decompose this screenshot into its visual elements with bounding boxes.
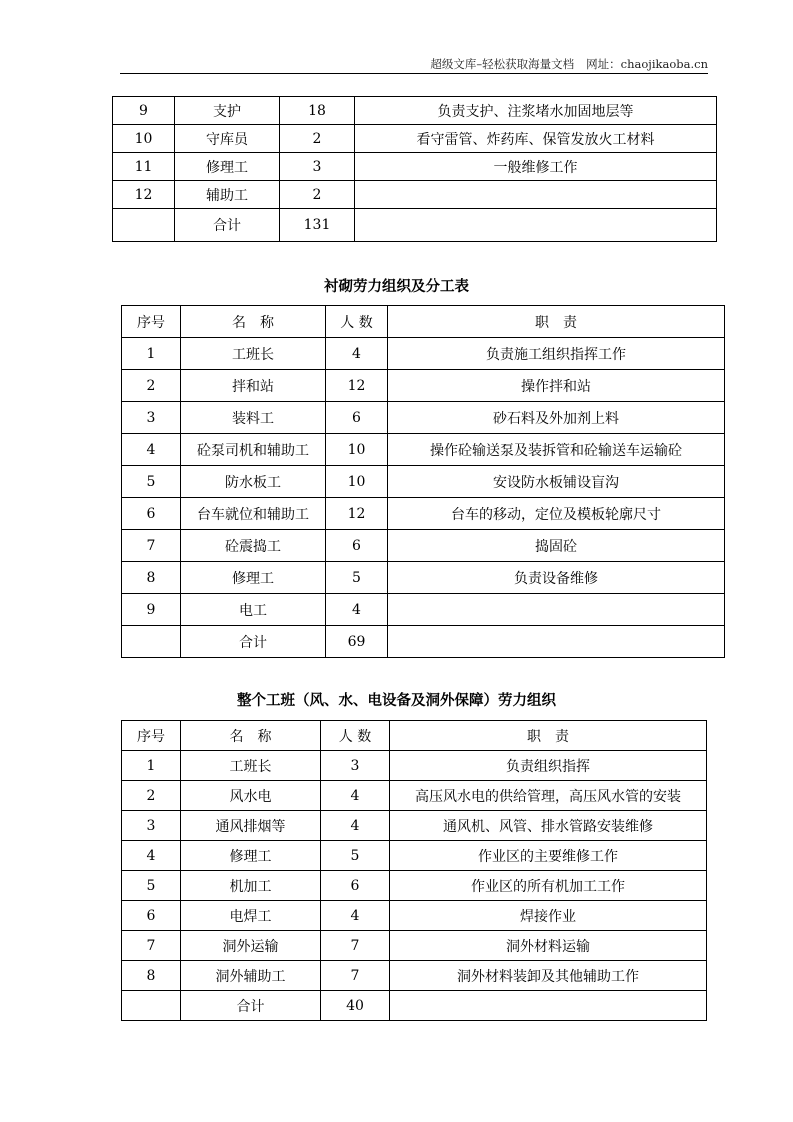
role-name: 合计 (175, 209, 280, 242)
row-number: 7 (122, 931, 181, 961)
role-name: 修理工 (181, 841, 321, 871)
table-row (122, 562, 725, 594)
headcount: 6 (326, 530, 388, 562)
headcount: 6 (326, 402, 388, 434)
header-headcount: 人 数 (321, 721, 390, 751)
excavation-labor-table-continued (112, 96, 717, 242)
responsibility: 捣固砼 (388, 530, 725, 562)
table-row (122, 594, 725, 626)
responsibility: 负责设备维修 (388, 562, 725, 594)
responsibility: 作业区的所有机加工工作 (390, 871, 707, 901)
row-number: 6 (122, 901, 181, 931)
row-number: 2 (122, 370, 181, 402)
role-name: 洞外辅助工 (181, 961, 321, 991)
shift-labor-table (121, 720, 707, 1021)
row-number: 3 (122, 402, 181, 434)
shift-table-title: 整个工班（风、水、电设备及洞外保障）劳力组织 (237, 692, 556, 709)
row-number: 9 (122, 594, 181, 626)
responsibility: 砂石料及外加剂上料 (388, 402, 725, 434)
role-name: 机加工 (181, 871, 321, 901)
responsibility: 作业区的主要维修工作 (390, 841, 707, 871)
row-number (122, 626, 181, 658)
table-row (122, 931, 707, 961)
lining-labor-table (121, 305, 725, 658)
header-responsibility: 职 责 (390, 721, 707, 751)
table-row (122, 466, 725, 498)
table-row (122, 751, 707, 781)
headcount: 10 (326, 466, 388, 498)
table-row (122, 434, 725, 466)
responsibility: 焊接作业 (390, 901, 707, 931)
role-name: 洞外运输 (181, 931, 321, 961)
table-row (122, 626, 725, 658)
table-row (122, 402, 725, 434)
table-row (122, 781, 707, 811)
responsibility: 台车的移动，定位及模板轮廓尺寸 (388, 498, 725, 530)
row-number: 10 (113, 125, 175, 153)
role-name: 防水板工 (181, 466, 326, 498)
header-divider (120, 73, 708, 74)
header-site-name: 超级文库–轻松获取海量文档 (430, 57, 575, 71)
row-number: 12 (113, 181, 175, 209)
headcount: 10 (326, 434, 388, 466)
responsibility: 负责施工组织指挥工作 (388, 338, 725, 370)
table-row (113, 181, 717, 209)
role-name: 修理工 (175, 153, 280, 181)
table-row (122, 530, 725, 562)
header-headcount: 人 数 (326, 306, 388, 338)
responsibility: 安设防水板铺设盲沟 (388, 466, 725, 498)
lining-table-title: 衬砌劳力组织及分工表 (324, 278, 469, 295)
role-name: 工班长 (181, 751, 321, 781)
role-name: 台车就位和辅助工 (181, 498, 326, 530)
headcount: 69 (326, 626, 388, 658)
responsibility (355, 209, 717, 242)
header-role-name: 名 称 (181, 306, 326, 338)
role-name: 辅助工 (175, 181, 280, 209)
responsibility: 洞外材料装卸及其他辅助工作 (390, 961, 707, 991)
row-number: 7 (122, 530, 181, 562)
headcount: 7 (321, 961, 390, 991)
headcount: 3 (280, 153, 355, 181)
responsibility: 高压风水电的供给管理，高压风水管的安装 (390, 781, 707, 811)
row-number (122, 991, 181, 1021)
responsibility: 负责组织指挥 (390, 751, 707, 781)
headcount: 2 (280, 181, 355, 209)
responsibility (388, 626, 725, 658)
header-url: chaojikaoba.cn (620, 57, 708, 71)
responsibility (390, 991, 707, 1021)
table1-body (113, 97, 717, 242)
headcount: 5 (321, 841, 390, 871)
header-role-name: 名 称 (181, 721, 321, 751)
headcount: 6 (321, 871, 390, 901)
headcount: 2 (280, 125, 355, 153)
headcount: 12 (326, 370, 388, 402)
responsibility: 一般维修工作 (355, 153, 717, 181)
row-number: 5 (122, 466, 181, 498)
header-url-label: 网址： (586, 57, 621, 71)
headcount: 4 (326, 338, 388, 370)
role-name: 通风排烟等 (181, 811, 321, 841)
headcount: 131 (280, 209, 355, 242)
table-row (122, 498, 725, 530)
headcount: 3 (321, 751, 390, 781)
role-name: 电工 (181, 594, 326, 626)
header-responsibility: 职 责 (388, 306, 725, 338)
table-row (113, 153, 717, 181)
responsibility: 洞外材料运输 (390, 931, 707, 961)
responsibility: 看守雷管、炸药库、保管发放火工材料 (355, 125, 717, 153)
page-header (120, 56, 708, 72)
table-row (122, 841, 707, 871)
row-number: 8 (122, 562, 181, 594)
role-name: 工班长 (181, 338, 326, 370)
headcount: 18 (280, 97, 355, 125)
headcount: 4 (326, 594, 388, 626)
headcount: 4 (321, 901, 390, 931)
row-number: 8 (122, 961, 181, 991)
table3-body (122, 721, 707, 1021)
row-number: 1 (122, 751, 181, 781)
role-name: 砼震捣工 (181, 530, 326, 562)
row-number: 1 (122, 338, 181, 370)
role-name: 砼泵司机和辅助工 (181, 434, 326, 466)
table-row (122, 811, 707, 841)
responsibility: 负责支护、注浆堵水加固地层等 (355, 97, 717, 125)
row-number: 4 (122, 434, 181, 466)
role-name: 修理工 (181, 562, 326, 594)
row-number: 3 (122, 811, 181, 841)
table-row (113, 125, 717, 153)
headcount: 7 (321, 931, 390, 961)
table-row (122, 991, 707, 1021)
table2-body (122, 306, 725, 658)
row-number: 11 (113, 153, 175, 181)
headcount: 4 (321, 781, 390, 811)
table-header-row (122, 721, 707, 751)
table-row (122, 901, 707, 931)
role-name: 电焊工 (181, 901, 321, 931)
responsibility: 通风机、风管、排水管路安装维修 (390, 811, 707, 841)
table-row (122, 338, 725, 370)
table-row (122, 961, 707, 991)
table-header-row (122, 306, 725, 338)
role-name: 装料工 (181, 402, 326, 434)
row-number: 5 (122, 871, 181, 901)
role-name: 拌和站 (181, 370, 326, 402)
table-row (122, 370, 725, 402)
responsibility (388, 594, 725, 626)
headcount: 12 (326, 498, 388, 530)
headcount: 4 (321, 811, 390, 841)
role-name: 合计 (181, 626, 326, 658)
header-row-number: 序号 (122, 306, 181, 338)
row-number (113, 209, 175, 242)
role-name: 守库员 (175, 125, 280, 153)
role-name: 风水电 (181, 781, 321, 811)
role-name: 合计 (181, 991, 321, 1021)
table-row (113, 209, 717, 242)
headcount: 5 (326, 562, 388, 594)
headcount: 40 (321, 991, 390, 1021)
table-row (122, 871, 707, 901)
row-number: 9 (113, 97, 175, 125)
responsibility (355, 181, 717, 209)
responsibility: 操作砼输送泵及装拆管和砼输送车运输砼 (388, 434, 725, 466)
responsibility: 操作拌和站 (388, 370, 725, 402)
row-number: 4 (122, 841, 181, 871)
header-row-number: 序号 (122, 721, 181, 751)
row-number: 6 (122, 498, 181, 530)
table-row (113, 97, 717, 125)
role-name: 支护 (175, 97, 280, 125)
row-number: 2 (122, 781, 181, 811)
